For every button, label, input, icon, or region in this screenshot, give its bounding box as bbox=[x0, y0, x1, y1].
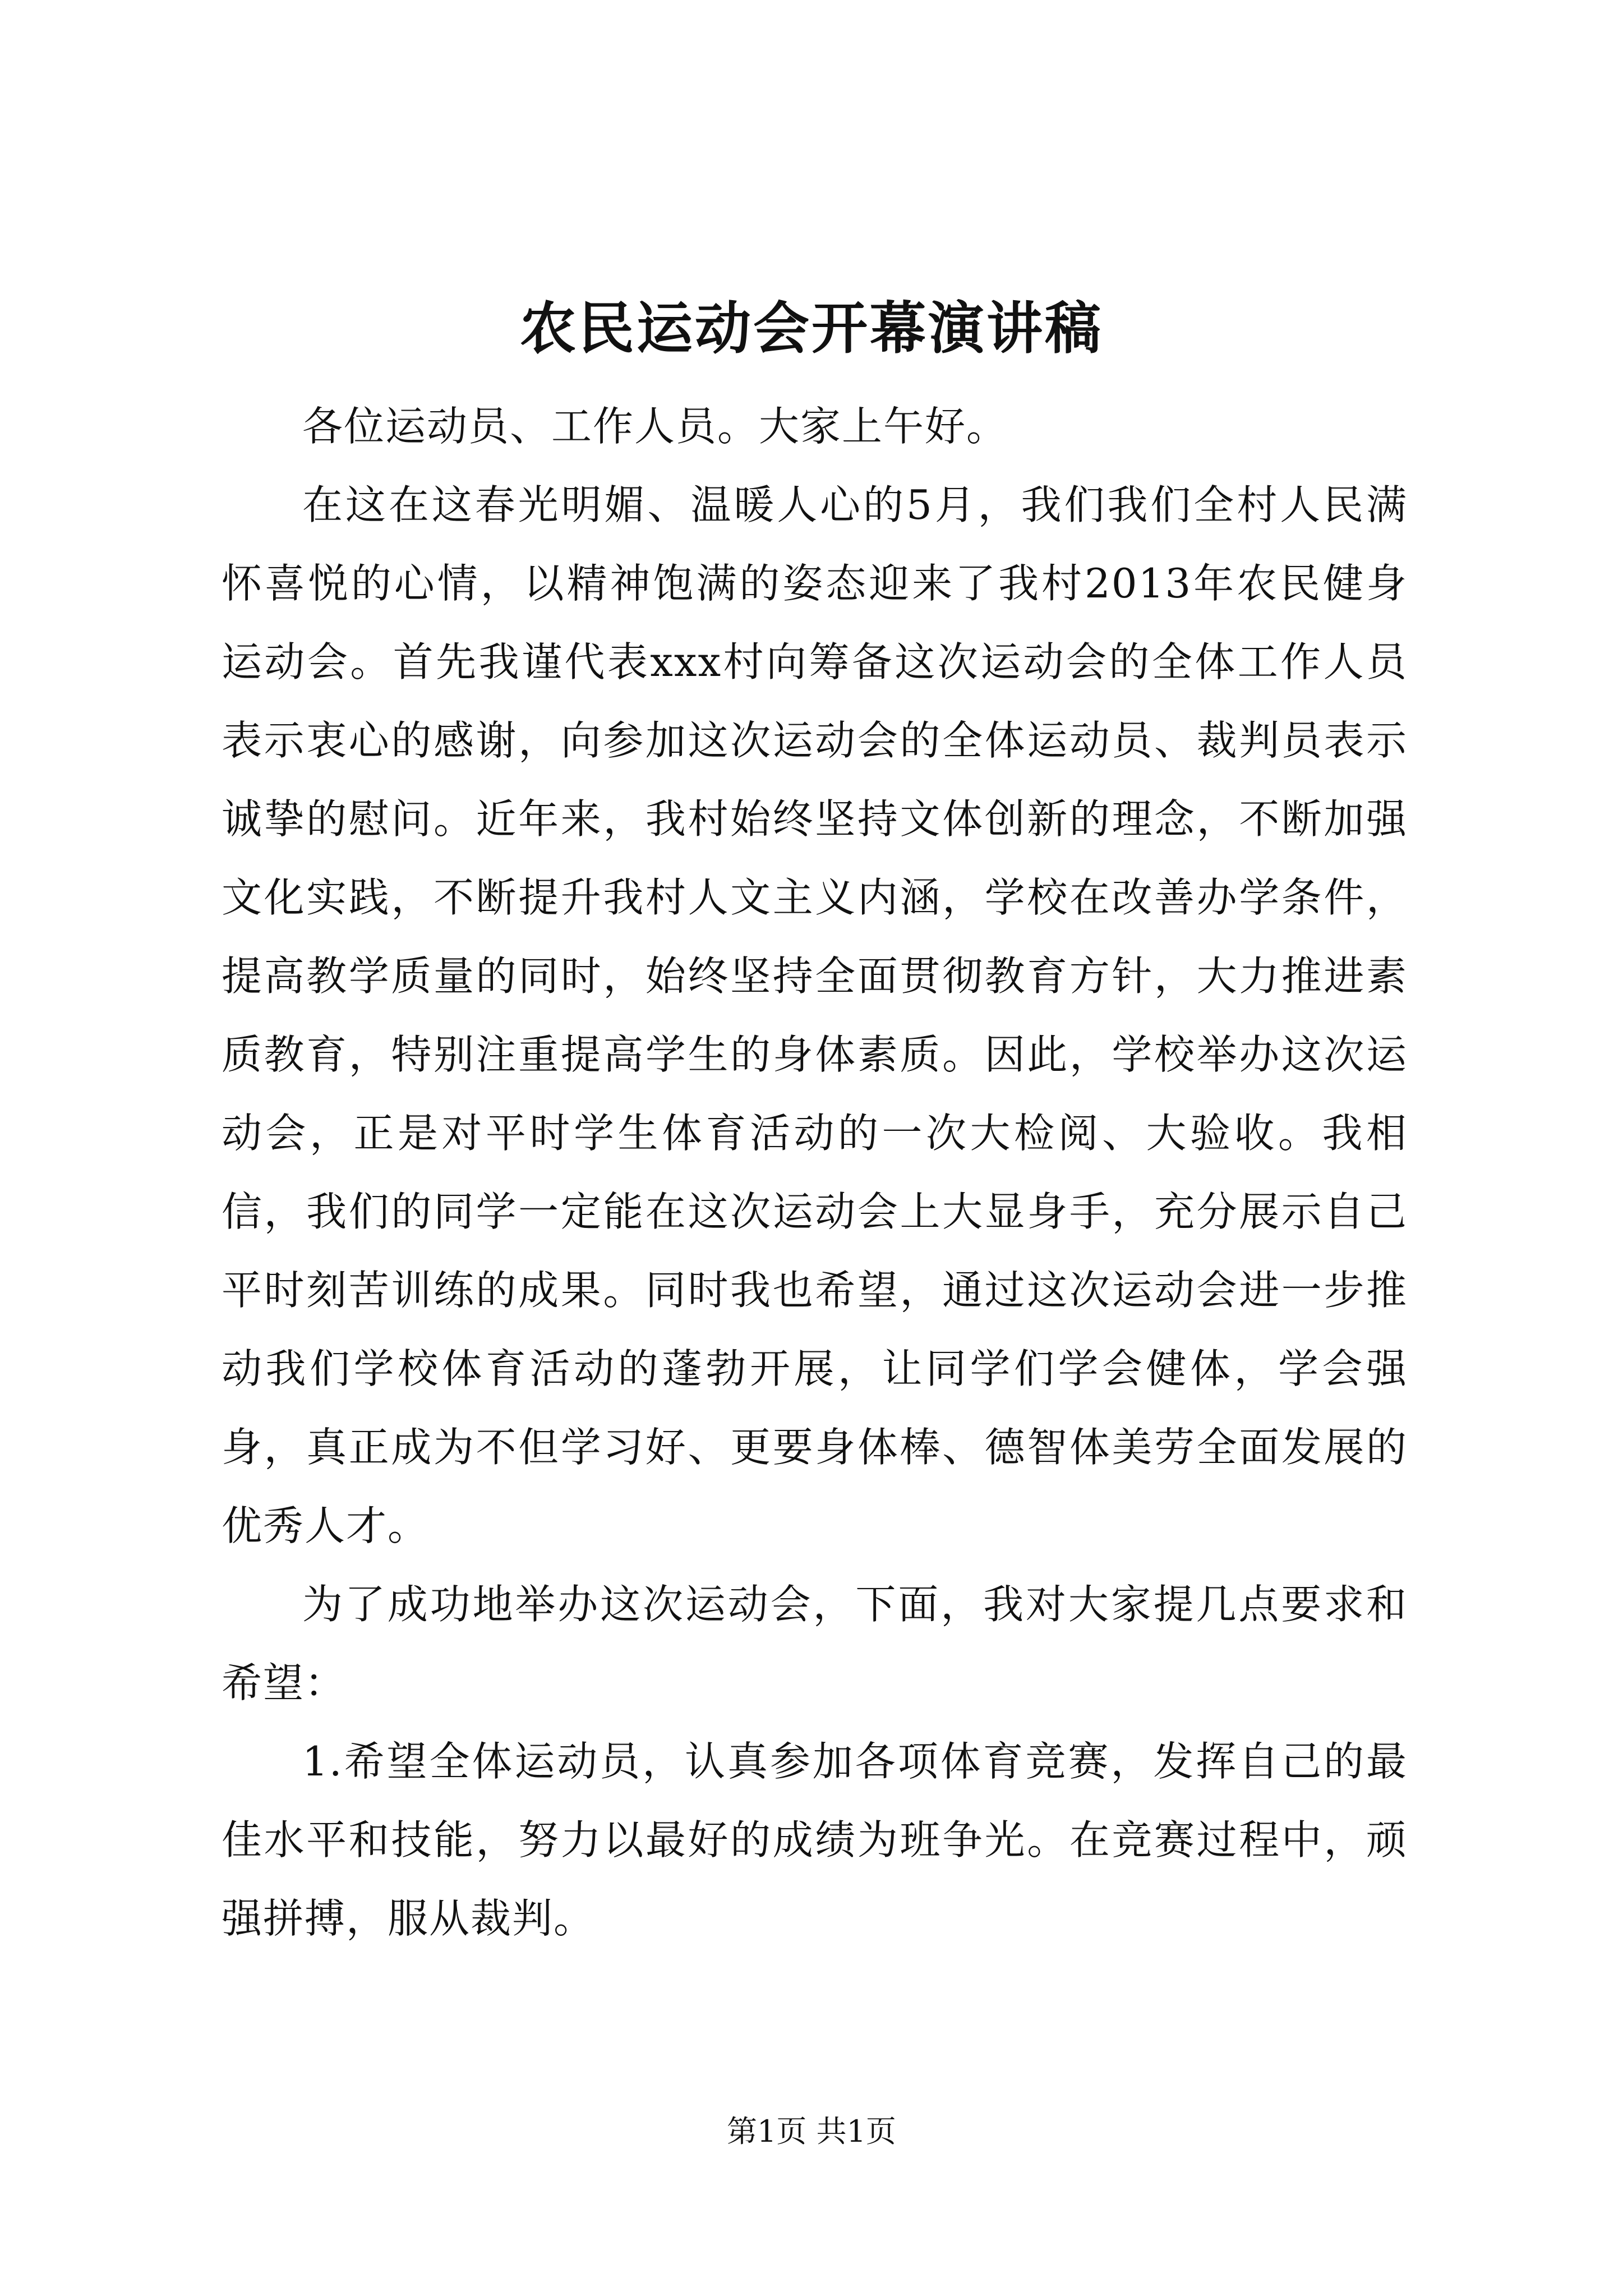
paragraph-requirement-1: 1.希望全体运动员，认真参加各项体育竞赛，发挥自己的最佳水平和技能，努力以最好的成绩为班争光。在竞赛过程中，顽强拼搏，服从裁判。 bbox=[222, 1738, 1408, 1942]
paragraph-greeting: 各位运动员、工作人员。大家上午好。 bbox=[302, 403, 1008, 450]
paragraph-requirements-intro: 为了成功地举办这次运动会，下面，我对大家提几点要求和希望： bbox=[222, 1581, 1408, 1706]
document-body bbox=[222, 387, 1408, 1958]
page-footer: 第1页 共1页 bbox=[727, 2114, 896, 2149]
paragraph-main: 在这在这春光明媚、温暖人心的5月，我们我们全村人民满怀喜悦的心情，以精神饱满的姿态迎来了我村2013年农民健身运动会。首先我谨代表xxx村向筹备这次运动会的全体工作人员表示衷心的感谢，向参加这次运动会的全体运动员、裁判员表示诚挚的慰问。近年来，我村始终坚持文体创新的理念，不断加强文化实践，不断提升我村人文主义内涵，学校在改善办学条件，提高教学质量的同时，始终坚持全面贯彻教育方针，大力推进素质教育，特别注重提高学生的身体素质。因此，学校举办这次运动会，正是对平时学生体育活动的一次大检阅、大验收。我相信，我们的同学一定能在这次运动会上大显身手，充分展示自己平时刻苦训练的成果。同时我也希望，通过这次运动会进一步推动我们学校体育活动的蓬勃开展，让同学们学会健体，学会强身，真正成为不但学习好、更要身体棒、德智体美劳全面发展的优秀人才。 bbox=[222, 481, 1408, 1549]
document-title: 农民运动会开幕演讲稿 bbox=[520, 295, 1103, 361]
